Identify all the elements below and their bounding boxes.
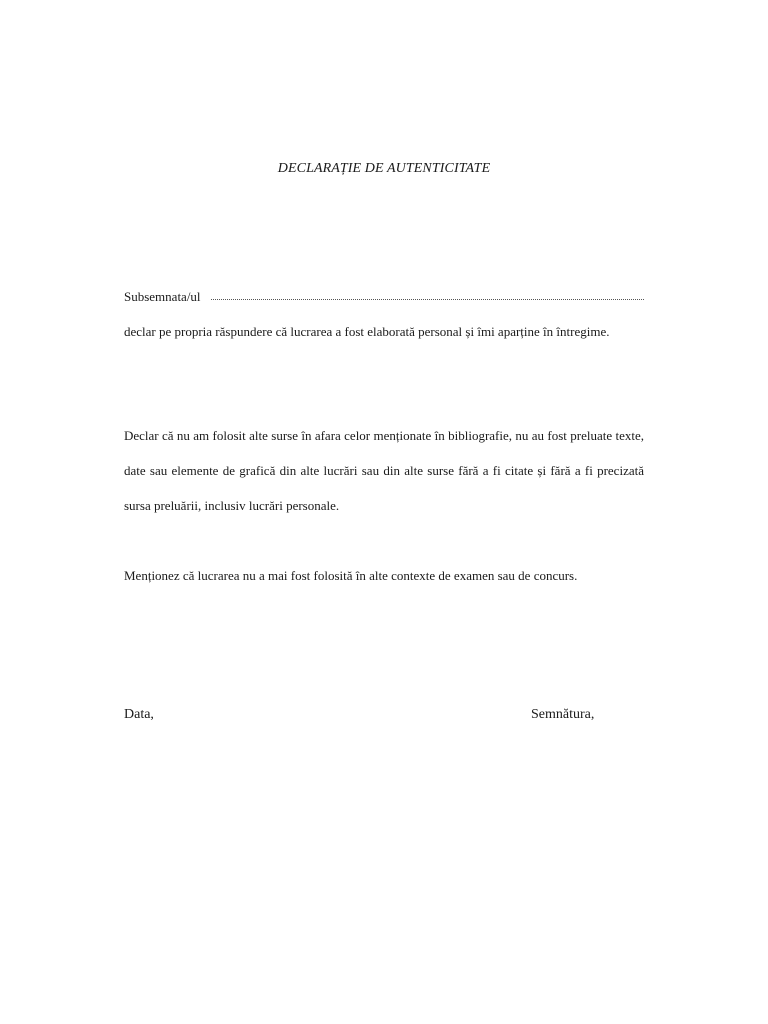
sources-paragraph: Declar că nu am folosit alte surse în afara celor menționate în bibliografie, nu au fost preluate texte, date sau elemente de grafică din alte lucrări sau din alte surse fără a fi citate și fără a fi precizată sursa preluării, inclusiv lucrări personale. (124, 428, 644, 513)
declaration-paragraph: declar pe propria răspundere că lucrarea a fost elaborată personal și îmi aparține în întregime. (124, 324, 610, 339)
name-fill-dotted-line (211, 287, 644, 300)
signature-label: Semnătura, (531, 707, 595, 722)
name-label: Subsemnata/ul (124, 289, 201, 304)
document-title: DECLARAȚIE DE AUTENTICITATE (277, 161, 491, 176)
exam-use-paragraph: Menționez că lucrarea nu a mai fost folosită în alte contexte de examen sau de concurs. (124, 568, 578, 583)
name-line (124, 279, 644, 314)
date-label: Data, (124, 707, 154, 722)
